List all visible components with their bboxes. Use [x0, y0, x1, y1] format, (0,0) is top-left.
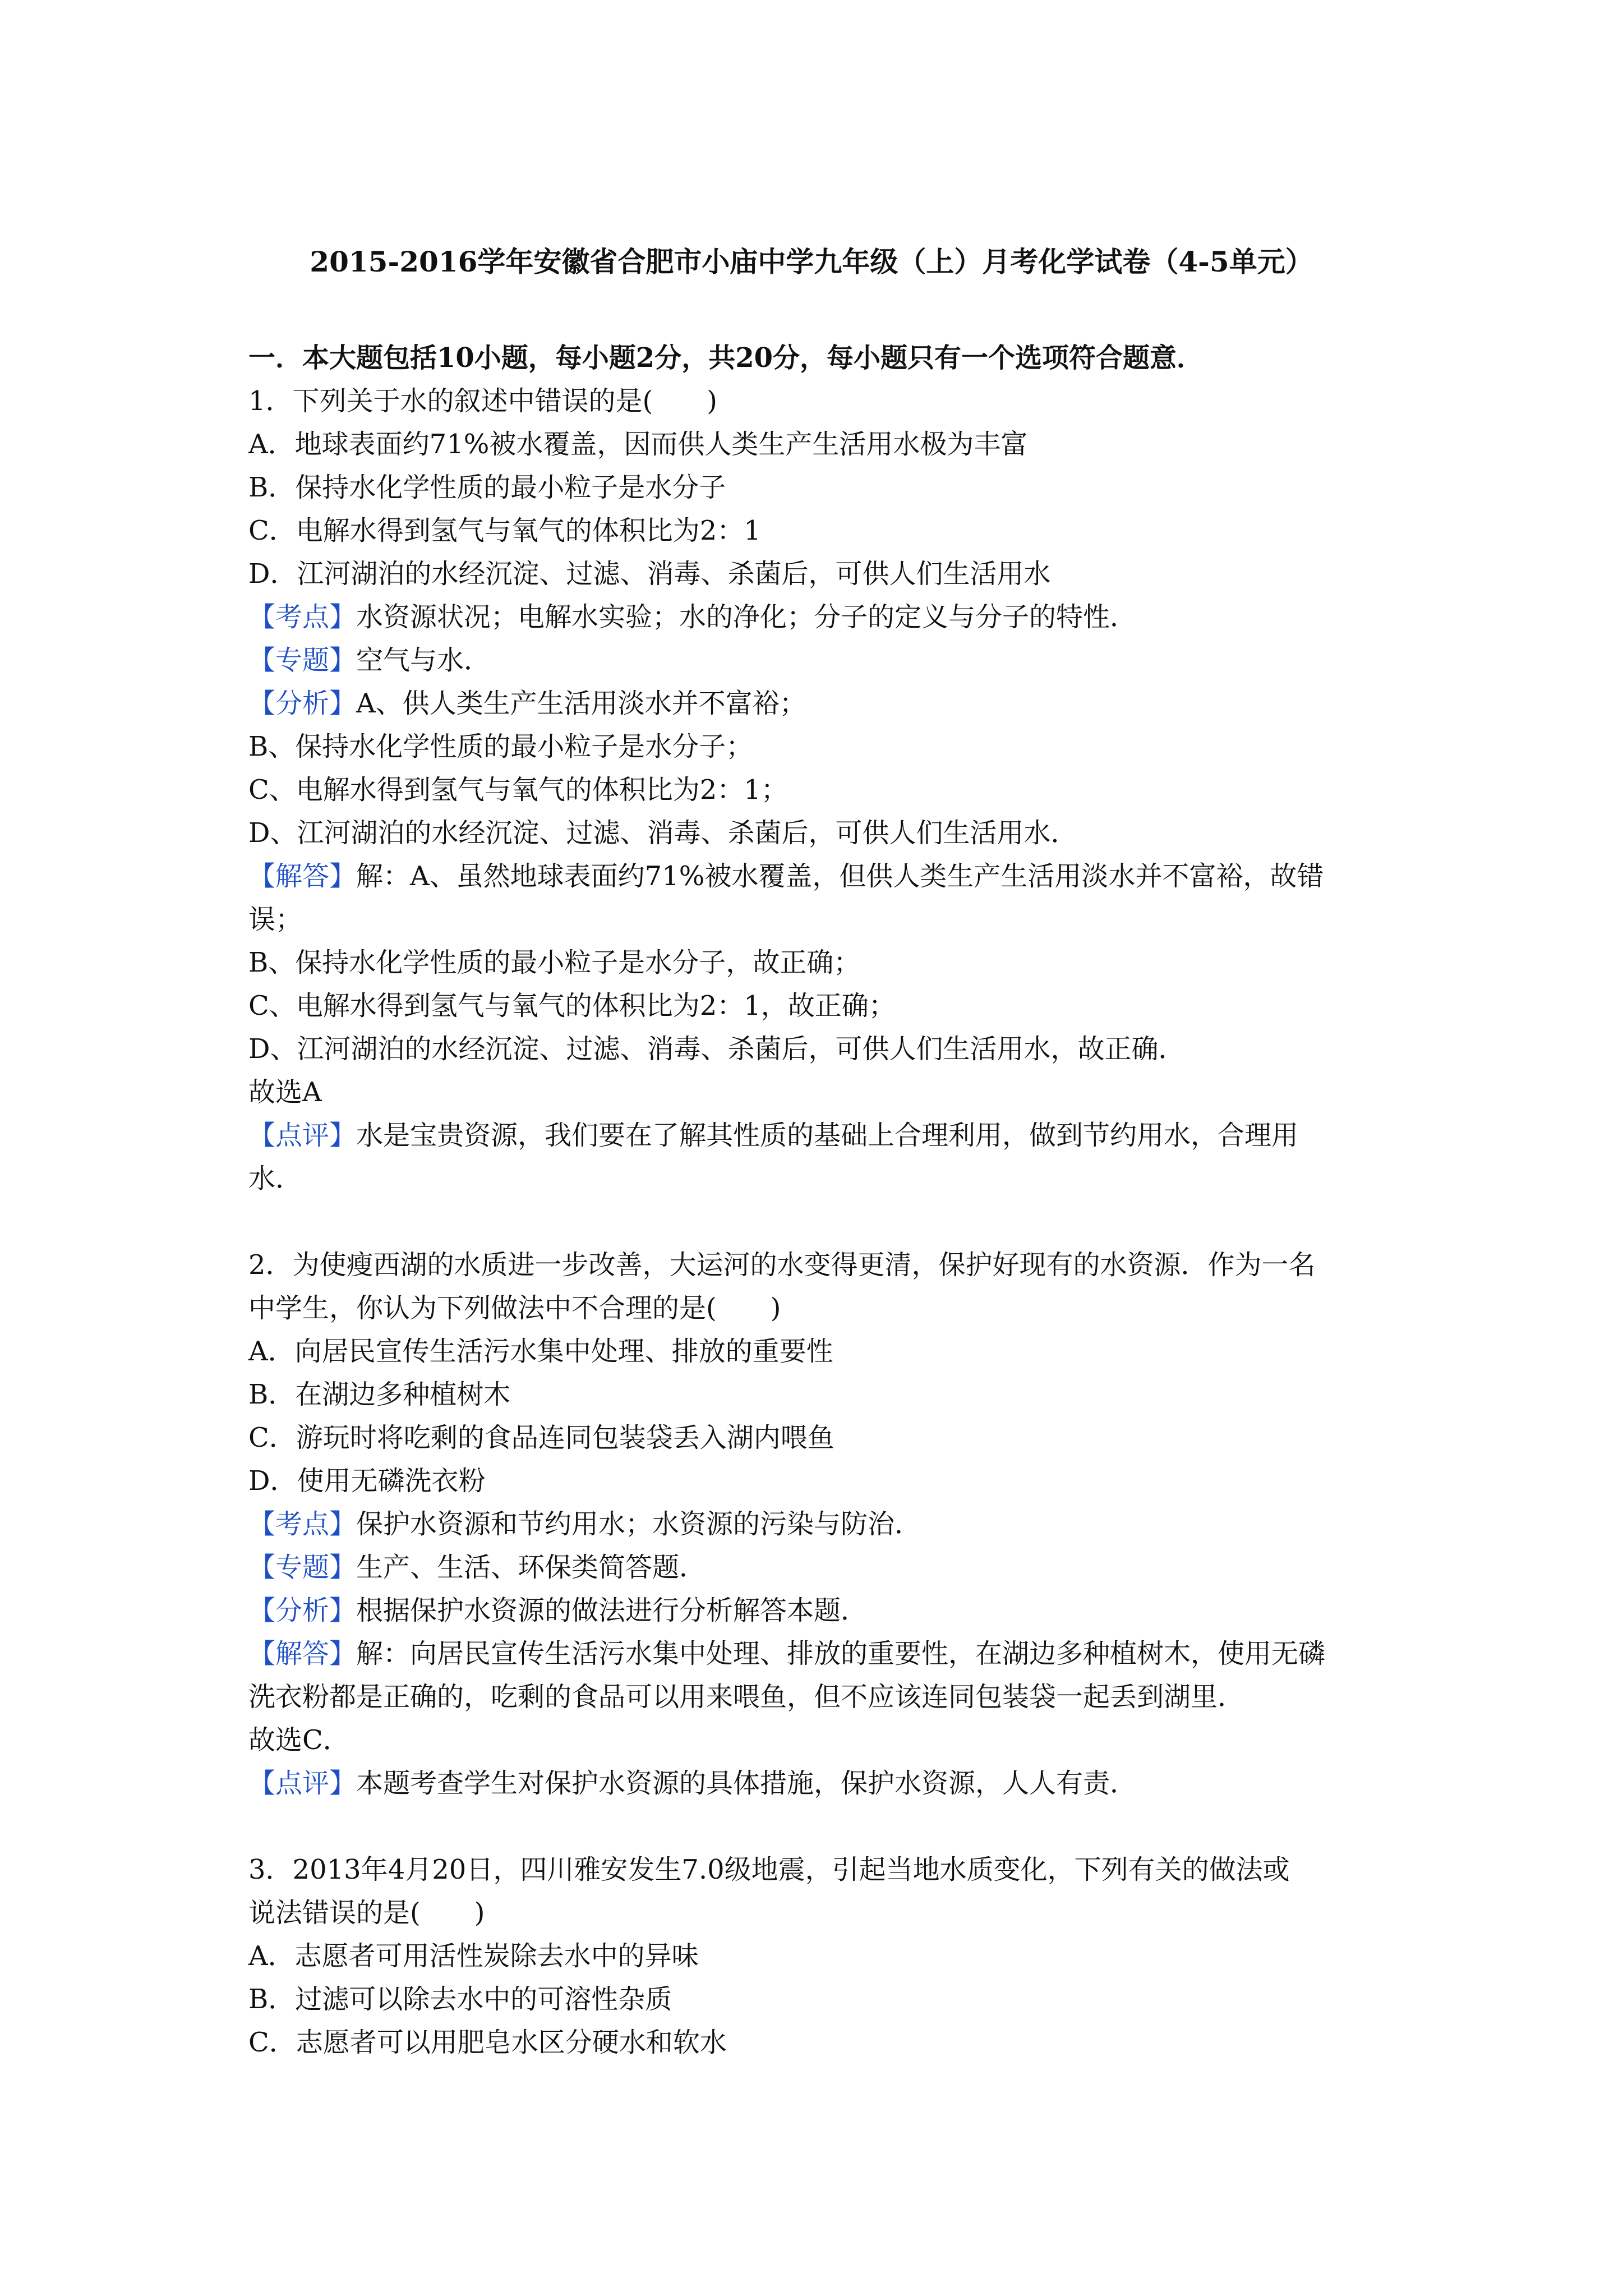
dianping-line [248, 1762, 1393, 1805]
zhuanti-text: 空气与水． [356, 645, 491, 676]
spacer [248, 1200, 1393, 1244]
question-1 [248, 380, 1393, 1200]
fenxi-tag: 【分析】 [248, 688, 357, 719]
jieda-text: D、江河湖泊的水经沉淀、过滤、消毒、杀菌后，可供人们生活用水，故正确． [248, 1033, 1186, 1065]
fenxi-tag: 【分析】 [248, 1595, 357, 1626]
dianping-tag: 【点评】 [248, 1120, 357, 1151]
jieda-text: 误； [248, 904, 303, 935]
option-a: A．志愿者可用活性炭除去水中的异味 [248, 1940, 699, 1972]
jieda-text: 解：向居民宣传生活污水集中处理、排放的重要性，在湖边多种植树木，使用无磷 [356, 1638, 1326, 1669]
zhuanti-tag: 【专题】 [248, 1552, 357, 1583]
option-d: D．江河湖泊的水经沉淀、过滤、消毒、杀菌后，可供人们生活用水 [248, 558, 1051, 590]
kaodian-text: 保护水资源和节约用水；水资源的污染与防治． [356, 1508, 922, 1540]
dianping-line [248, 1114, 1393, 1157]
jieda-text: C、电解水得到氢气与氧气的体积比为2：1，故正确； [248, 990, 896, 1022]
option-b: B．保持水化学性质的最小粒子是水分子 [248, 472, 726, 503]
question-stem: 3．2013年4月20日，四川雅安发生7.0级地震，引起当地水质变化，下列有关的做法或 [248, 1854, 1290, 1885]
option-d: D．使用无磷洗衣粉 [248, 1465, 486, 1497]
section-header: 一．本大题包括10小题，每小题2分，共20分，每小题只有一个选项符合题意． [248, 342, 1204, 374]
fenxi-text: B、保持水化学性质的最小粒子是水分子； [248, 731, 753, 762]
jieda-line [248, 1632, 1393, 1676]
kaodian-tag: 【考点】 [248, 601, 357, 633]
kaodian-line [248, 1503, 1393, 1546]
dianping-tag: 【点评】 [248, 1768, 357, 1799]
jieda-tag: 【解答】 [248, 861, 357, 892]
question-2 [248, 1244, 1393, 1805]
fenxi-text: D、江河湖泊的水经沉淀、过滤、消毒、杀菌后，可供人们生活用水． [248, 817, 1078, 849]
kaodian-text: 水资源状况；电解水实验；水的净化；分子的定义与分子的特性． [356, 601, 1137, 633]
jieda-line [248, 855, 1393, 898]
fenxi-line [248, 1589, 1393, 1632]
zhuanti-line [248, 1546, 1393, 1589]
jieda-text: 解：A、虽然地球表面约71%被水覆盖，但供人类生产生活用淡水并不富裕，故错 [356, 861, 1324, 892]
fenxi-text: A、供人类生产生活用淡水并不富裕； [356, 688, 806, 719]
jieda-tag: 【解答】 [248, 1638, 357, 1669]
question-stem: 2．为使瘦西湖的水质进一步改善，大运河的水变得更清，保护好现有的水资源．作为一名 [248, 1249, 1316, 1281]
kaodian-line [248, 596, 1393, 639]
question-stem: 中学生，你认为下列做法中不合理的是( ) [248, 1292, 781, 1324]
fenxi-line [248, 682, 1393, 725]
document-title: 2015-2016学年安徽省合肥市小庙中学九年级（上）月考化学试卷（4-5单元） [310, 245, 1313, 278]
option-c: C．游玩时将吃剩的食品连同包装袋丢入湖内喂鱼 [248, 1422, 834, 1453]
dianping-text: 水是宝贵资源，我们要在了解其性质的基础上合理利用，做到节约用水，合理用 [356, 1120, 1299, 1151]
option-a: A．向居民宣传生活污水集中处理、排放的重要性 [248, 1336, 833, 1367]
jieda-text: 故选A [248, 1076, 322, 1108]
jieda-text: 洗衣粉都是正确的，吃剩的食品可以用来喂鱼，但不应该连同包装袋一起丢到湖里． [248, 1681, 1245, 1713]
dianping-text: 水． [248, 1163, 303, 1194]
question-3 [248, 1848, 1393, 2064]
fenxi-text: 根据保护水资源的做法进行分析解答本题． [356, 1595, 868, 1626]
fenxi-text: C、电解水得到氢气与氧气的体积比为2：1； [248, 774, 788, 806]
zhuanti-text: 生产、生活、环保类简答题． [356, 1552, 707, 1583]
question-stem: 1．下列关于水的叙述中错误的是( ) [248, 385, 717, 417]
spacer [248, 1805, 1393, 1848]
option-a: A．地球表面约71%被水覆盖，因而供人类生产生活用水极为丰富 [248, 429, 1028, 460]
kaodian-tag: 【考点】 [248, 1508, 357, 1540]
option-c: C．电解水得到氢气与氧气的体积比为2：1 [248, 515, 761, 546]
zhuanti-line [248, 639, 1393, 682]
option-b: B．过滤可以除去水中的可溶性杂质 [248, 1984, 672, 2015]
question-stem: 说法错误的是( ) [248, 1897, 485, 1929]
option-c: C．志愿者可以用肥皂水区分硬水和软水 [248, 2027, 727, 2058]
document-body [248, 337, 1393, 2064]
zhuanti-tag: 【专题】 [248, 645, 357, 676]
dianping-text: 本题考查学生对保护水资源的具体措施，保护水资源，人人有责． [356, 1768, 1137, 1799]
jieda-text: B、保持水化学性质的最小粒子是水分子，故正确； [248, 947, 861, 978]
jieda-text: 故选C． [248, 1724, 350, 1756]
option-b: B．在湖边多种植树木 [248, 1379, 511, 1410]
